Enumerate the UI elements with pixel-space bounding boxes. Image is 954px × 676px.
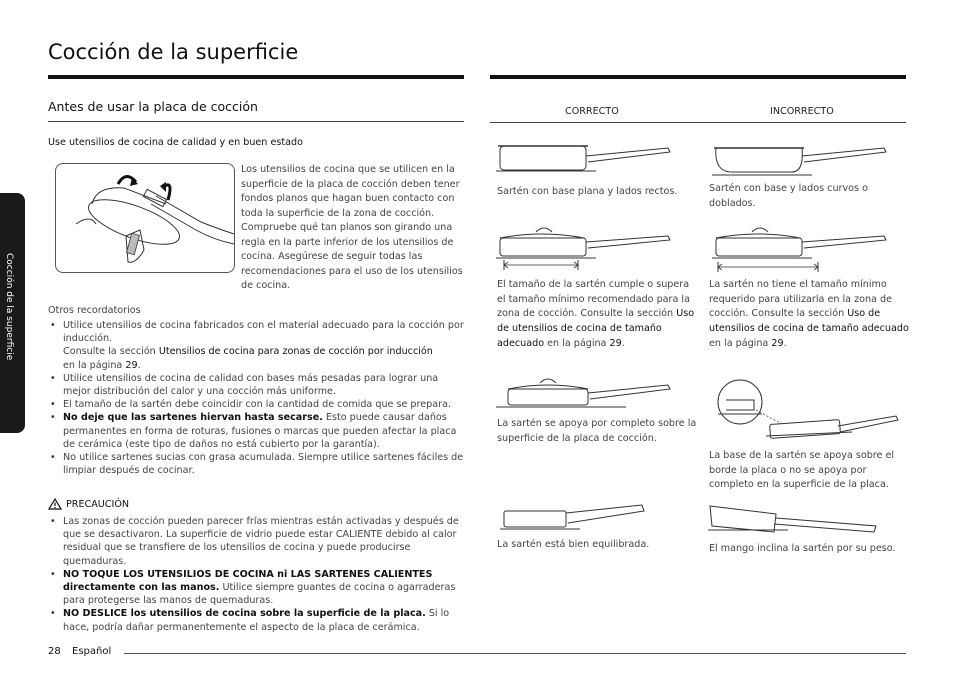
balanced-pan-illustration bbox=[500, 503, 650, 533]
footer-rule bbox=[124, 653, 906, 654]
caution-title: PRECAUCIÓN bbox=[48, 498, 129, 510]
edge-pan-illustration bbox=[712, 380, 902, 442]
footer-language: Español bbox=[72, 646, 112, 657]
page-title: Cocción de la superficie bbox=[48, 40, 299, 64]
hand-ruler-drawing bbox=[56, 164, 234, 272]
list-item: • No deje que las sartenes hiervan hasta secarse. Esto puede causar daños permanentes en forma de roturas, fusiones o marcas que pueden afectar la placa de cerámica (este tipo de daños no está cubierto por la garantía). bbox=[48, 411, 466, 451]
ruler-check-illustration bbox=[55, 163, 235, 273]
caption-incorrect-1: Sartén con base y lados curvos o doblados. bbox=[709, 183, 868, 209]
section-rule bbox=[48, 121, 464, 122]
list-item: • NO DESLICE los utensilios de cocina sobre la superficie de la placa. Si lo hace, podría dañar permanentemente el aspecto de la placa de cerámica. bbox=[48, 607, 466, 633]
undersized-pan-illustration bbox=[712, 226, 892, 274]
caption-incorrect-2: La sartén no tiene el tamaño mínimo requerido para utilizarla en la zona de cocción. Consulte la sección Uso de utensilios de cocina de tamaño adecuado en la página 29. bbox=[709, 279, 909, 349]
page-number: 28 bbox=[48, 646, 61, 657]
curved-pan-illustration bbox=[712, 138, 892, 178]
full-contact-pan-illustration bbox=[496, 375, 676, 415]
column-header-incorrect: INCORRECTO bbox=[770, 106, 834, 117]
caution-list bbox=[48, 515, 466, 634]
caption-incorrect-4: El mango inclina la sartén por su peso. bbox=[709, 543, 896, 554]
list-item: • Utilice utensilios de cocina fabricados con el material adecuado para la cocción por inducción. Consulte la sección Utensilios de cocina para zonas de cocción por inducción en la página 29. bbox=[48, 319, 466, 372]
list-item: • El tamaño de la sartén debe coincidir con la cantidad de comida que se prepara. bbox=[48, 398, 466, 411]
list-item: • Las zonas de cocción pueden parecer frías mientras están activadas y después de que se desactivaron. La superficie de vidrio puede estar CALIENTE debido al calor residual que se transfiere de los utensilios de cocina y puede producirse quemaduras. bbox=[48, 515, 466, 568]
caption-correct-1: Sartén con base plana y lados rectos. bbox=[497, 186, 678, 197]
caption-correct-2: El tamaño de la sartén cumple o supera el tamaño mínimo recomendado para la zona de cocción. Consulte la sección Uso de utensilios de cocina de tamaño adecuado en la página 29. bbox=[497, 279, 695, 349]
caption-correct-4: La sartén está bien equilibrada. bbox=[497, 539, 650, 550]
table-rule bbox=[490, 122, 906, 123]
page-ref-link[interactable]: 29 bbox=[125, 359, 138, 371]
tipping-pan-illustration bbox=[708, 500, 888, 538]
caption-correct-3: La sartén se apoya por completo sobre la superficie de la placa de cocción. bbox=[497, 418, 697, 444]
list-item: • No utilice sartenes sucias con grasa acumulada. Siempre utilice sartenes fáciles de limpiar después de cocinar. bbox=[48, 451, 466, 477]
reminders-list bbox=[48, 319, 466, 477]
list-item: • Utilice utensilios de cocina de calidad con bases más pesadas para lograr una mejor distribución del calor y una cocción más uniforme. bbox=[48, 372, 466, 398]
caption-incorrect-3: La base de la sartén se apoya sobre el borde la placa o no se apoya por completo en la superficie de la placa. bbox=[709, 450, 895, 491]
side-tab bbox=[0, 193, 25, 433]
intro-paragraph: Los utensilios de cocina que se utilicen en la superficie de la placa de cocción deben tener fondos planos que hagan buen contacto con toda la superficie de la zona de cocción. Compruebe qué tan planos son girando una regla en la parte inferior de los utensilios de cocina. Asegúrese de seguir todas las recomendaciones para el uso de los utensilios de cocina. bbox=[241, 164, 463, 291]
size-section-link[interactable]: Uso de utensilios de cocina de tamaño adecuado bbox=[709, 308, 909, 335]
side-tab-label: Cocción de la superficie bbox=[4, 253, 14, 361]
warning-icon bbox=[48, 498, 62, 510]
flat-pan-illustration bbox=[496, 138, 676, 178]
otros-title: Otros recordatorios bbox=[48, 305, 141, 316]
page-ref-link[interactable]: 29 bbox=[609, 337, 622, 349]
list-item: • NO TOQUE LOS UTENSILIOS DE COCINA ni LAS SARTENES CALIENTES directamente con las manos. Utilice siempre guantes de cocina o agarraderas para protegerse las manos de quemaduras. bbox=[48, 568, 466, 608]
subheading: Use utensilios de cocina de calidad y en buen estado bbox=[48, 137, 303, 148]
sized-pan-illustration bbox=[496, 226, 676, 272]
title-rule-left bbox=[48, 75, 464, 79]
page-ref-link[interactable]: 29 bbox=[771, 337, 784, 349]
section-heading: Antes de usar la placa de cocción bbox=[48, 99, 258, 114]
column-header-correct: CORRECTO bbox=[565, 106, 619, 117]
size-section-link[interactable]: Uso de utensilios de cocina de tamaño adecuado bbox=[497, 308, 695, 349]
title-rule-right bbox=[490, 75, 906, 79]
induction-section-link[interactable]: Utensilios de cocina para zonas de cocción por inducción bbox=[158, 346, 433, 358]
